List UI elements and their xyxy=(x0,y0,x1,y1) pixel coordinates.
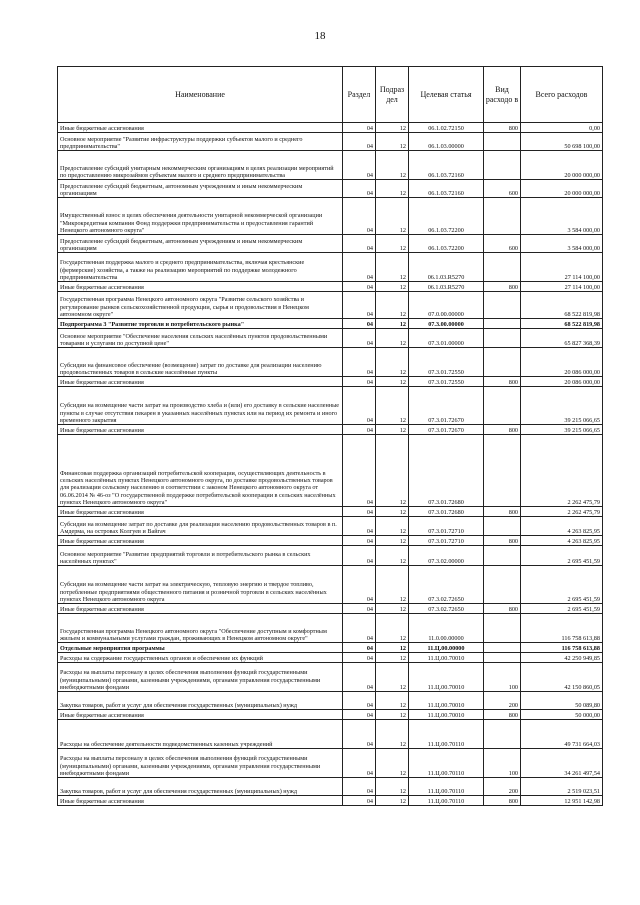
column-header-section: Раздел xyxy=(343,67,376,123)
cell-subsection: 12 xyxy=(376,292,409,319)
cell-subsection: 12 xyxy=(376,123,409,133)
cell-section: 04 xyxy=(343,377,376,387)
table-row xyxy=(58,377,603,387)
cell-name: Государственная программа Ненецкого автономного округа "Обеспечение доступным и комфортным жильем и коммунальными услугами граждан, проживающих в Ненецком автономном округе" xyxy=(58,614,343,643)
table-row xyxy=(58,604,603,614)
cell-total: 2 695 451,59 xyxy=(521,604,603,614)
table-row xyxy=(58,292,603,319)
cell-subsection: 12 xyxy=(376,778,409,796)
cell-subsection: 12 xyxy=(376,151,409,180)
cell-target-code: 11.Ц.00.70110 xyxy=(409,778,484,796)
table-row xyxy=(58,235,603,253)
table-row xyxy=(58,720,603,749)
cell-subsection: 12 xyxy=(376,614,409,643)
cell-subsection: 12 xyxy=(376,329,409,348)
cell-expense-type xyxy=(484,198,521,235)
cell-target-code: 11.Ц.00.70110 xyxy=(409,749,484,778)
cell-total: 20 000 000,00 xyxy=(521,151,603,180)
cell-target-code: 06.1.03.R5270 xyxy=(409,253,484,282)
cell-section: 04 xyxy=(343,778,376,796)
column-header-total: Всего расходов xyxy=(521,67,603,123)
cell-name: Иные бюджетные ассигнования xyxy=(58,282,343,292)
cell-target-code: 07.3.01.72710 xyxy=(409,536,484,546)
cell-target-code: 07.3.00.00000 xyxy=(409,319,484,329)
cell-subsection: 12 xyxy=(376,710,409,720)
table-row xyxy=(58,123,603,133)
cell-expense-type: 100 xyxy=(484,663,521,692)
cell-name: Закупка товаров, работ и услуг для обеспечения государственных (муниципальных) нужд xyxy=(58,778,343,796)
cell-section: 04 xyxy=(343,749,376,778)
cell-section: 04 xyxy=(343,604,376,614)
cell-section: 04 xyxy=(343,653,376,663)
cell-expense-type: 200 xyxy=(484,692,521,710)
cell-name: Предоставление субсидий унитарным некоммерческим организациям в целях реализации мероприятий по предоставлению микрозаймов субъектам малого и среднего предпринимательства xyxy=(58,151,343,180)
cell-section: 04 xyxy=(343,387,376,425)
cell-total: 65 827 368,39 xyxy=(521,329,603,348)
cell-target-code: 11.Ц.00.70010 xyxy=(409,663,484,692)
cell-expense-type xyxy=(484,253,521,282)
table-row xyxy=(58,329,603,348)
cell-subsection: 12 xyxy=(376,253,409,282)
cell-target-code: 06.1.03.72200 xyxy=(409,235,484,253)
cell-expense-type: 800 xyxy=(484,282,521,292)
cell-name: Субсидии на возмещение части затрат на производство хлеба и (или) его доставку в сельские населенные пункты в случае отсутствия пекарен в указанных населённых пунктах или на период их ремонта и иного временного закрытия xyxy=(58,387,343,425)
cell-subsection: 12 xyxy=(376,566,409,604)
cell-total: 27 114 100,00 xyxy=(521,282,603,292)
cell-section: 04 xyxy=(343,692,376,710)
cell-target-code: 11.Ц.00.70010 xyxy=(409,710,484,720)
cell-expense-type: 800 xyxy=(484,123,521,133)
cell-expense-type xyxy=(484,348,521,377)
cell-expense-type xyxy=(484,133,521,151)
cell-name: Иные бюджетные ассигнования xyxy=(58,507,343,517)
cell-subsection: 12 xyxy=(376,435,409,507)
cell-target-code: 07.3.01.72710 xyxy=(409,517,484,536)
cell-target-code: 06.1.03.R5270 xyxy=(409,282,484,292)
cell-subsection: 12 xyxy=(376,749,409,778)
cell-name: Предоставление субсидий бюджетным, автономным учреждениям и иным некоммерческим организациям xyxy=(58,180,343,198)
cell-total: 116 758 613,88 xyxy=(521,614,603,643)
cell-target-code: 07.3.01.72680 xyxy=(409,507,484,517)
cell-expense-type: 600 xyxy=(484,235,521,253)
cell-expense-type xyxy=(484,546,521,566)
cell-total: 3 584 000,00 xyxy=(521,198,603,235)
cell-expense-type xyxy=(484,151,521,180)
cell-expense-type: 800 xyxy=(484,604,521,614)
cell-expense-type: 800 xyxy=(484,796,521,806)
cell-target-code: 07.3.02.72650 xyxy=(409,604,484,614)
table-row xyxy=(58,180,603,198)
cell-section: 04 xyxy=(343,123,376,133)
cell-target-code: 07.3.01.72680 xyxy=(409,435,484,507)
cell-section: 04 xyxy=(343,198,376,235)
cell-section: 04 xyxy=(343,517,376,536)
cell-name: Расходы на выплаты персоналу в целях обеспечения выполнения функций государственными (муниципальными) органами, казенными учреждениями, органами управления государственными внебюджетными фондами xyxy=(58,663,343,692)
cell-target-code: 11.Ц.00.70110 xyxy=(409,720,484,749)
cell-expense-type xyxy=(484,643,521,653)
cell-section: 04 xyxy=(343,720,376,749)
table-body xyxy=(58,123,603,806)
cell-target-code: 11.Ц.00.70110 xyxy=(409,796,484,806)
cell-subsection: 12 xyxy=(376,377,409,387)
column-header-target: Целевая статья xyxy=(409,67,484,123)
cell-name: Предоставление субсидий бюджетным, автономным учреждениям и иным некоммерческим организациям xyxy=(58,235,343,253)
cell-target-code: 07.3.01.72670 xyxy=(409,425,484,435)
cell-expense-type: 800 xyxy=(484,710,521,720)
cell-total: 49 731 664,03 xyxy=(521,720,603,749)
cell-expense-type xyxy=(484,329,521,348)
table-row xyxy=(58,778,603,796)
cell-total: 50 698 100,00 xyxy=(521,133,603,151)
cell-expense-type: 800 xyxy=(484,425,521,435)
cell-subsection: 12 xyxy=(376,604,409,614)
page-number: 18 xyxy=(314,30,326,42)
cell-name: Субсидии на финансовое обеспечение (возмещение) затрат по доставке для реализации населению продовольственных товаров в сельские населённые пункты xyxy=(58,348,343,377)
cell-name: Финансовая поддержка организаций потребительской кооперации, осуществляющих деятельность в сельских населённых пунктах Ненецкого автономного округа, по доставке продовольственных товаров для реализации сельскому населению в соответствии с законом Ненецкого автономного округа от 06.06.2014 № 46-оз "О государственной поддержке потребительской кооперации в сельских населённых пунктах Ненецкого автономного округа" xyxy=(58,435,343,507)
cell-total: 116 758 613,88 xyxy=(521,643,603,653)
cell-name: Расходы на выплаты персоналу в целях обеспечения выполнения функций государственными (муниципальными) органами, казенными учреждениями, органами управления государственными внебюджетными фондами xyxy=(58,749,343,778)
cell-name: Иные бюджетные ассигнования xyxy=(58,123,343,133)
cell-name: Субсидии на возмещение части затрат на электрическую, тепловую энергию и твердое топливо, потребленные предприятиями общественного питания и розничной торговли в сельских населённых пунктах Ненецкого автономного округа xyxy=(58,566,343,604)
cell-section: 04 xyxy=(343,614,376,643)
cell-total: 20 086 000,00 xyxy=(521,377,603,387)
cell-target-code: 07.3.01.72670 xyxy=(409,387,484,425)
table-row xyxy=(58,566,603,604)
cell-target-code: 07.3.02.00000 xyxy=(409,546,484,566)
cell-section: 04 xyxy=(343,348,376,377)
table-row xyxy=(58,151,603,180)
cell-name: Иные бюджетные ассигнования xyxy=(58,377,343,387)
table-row xyxy=(58,517,603,536)
table-row xyxy=(58,546,603,566)
budget-table xyxy=(57,66,603,806)
cell-total: 2 695 451,59 xyxy=(521,546,603,566)
cell-total: 50 000,00 xyxy=(521,710,603,720)
cell-section: 04 xyxy=(343,710,376,720)
cell-expense-type xyxy=(484,517,521,536)
cell-section: 04 xyxy=(343,282,376,292)
cell-subsection: 12 xyxy=(376,507,409,517)
cell-target-code: 11.Ц.00.00000 xyxy=(409,643,484,653)
cell-section: 04 xyxy=(343,329,376,348)
cell-target-code: 06.1.03.72200 xyxy=(409,198,484,235)
cell-total: 3 584 000,00 xyxy=(521,235,603,253)
cell-subsection: 12 xyxy=(376,425,409,435)
cell-total: 2 262 475,79 xyxy=(521,507,603,517)
cell-name: Государственная программа Ненецкого автономного округа "Развитие сельского хозяйства и регулирование рынков сельскохозяйственной продукции, сырья и продовольствия в Ненецком автономном округе" xyxy=(58,292,343,319)
cell-expense-type xyxy=(484,387,521,425)
cell-target-code: 11.Ц.00.70010 xyxy=(409,692,484,710)
cell-total: 50 089,80 xyxy=(521,692,603,710)
cell-total: 42 150 860,05 xyxy=(521,663,603,692)
cell-target-code: 06.1.03.72160 xyxy=(409,180,484,198)
cell-name: Государственная поддержка малого и среднего предпринимательства, включая крестьянские (фермерские) хозяйства, а также на реализацию мероприятий по поддержке молодежного предпринимательства xyxy=(58,253,343,282)
table-row xyxy=(58,387,603,425)
table-row xyxy=(58,614,603,643)
cell-section: 04 xyxy=(343,435,376,507)
cell-name: Закупка товаров, работ и услуг для обеспечения государственных (муниципальных) нужд xyxy=(58,692,343,710)
cell-expense-type: 200 xyxy=(484,778,521,796)
table-row xyxy=(58,425,603,435)
cell-name: Отдельные мероприятия программы xyxy=(58,643,343,653)
cell-section: 04 xyxy=(343,536,376,546)
cell-subsection: 12 xyxy=(376,387,409,425)
cell-subsection: 12 xyxy=(376,663,409,692)
cell-subsection: 12 xyxy=(376,348,409,377)
cell-name: Расходы на обеспечение деятельности подведомственных казенных учреждений xyxy=(58,720,343,749)
cell-expense-type xyxy=(484,435,521,507)
cell-expense-type xyxy=(484,292,521,319)
cell-expense-type: 800 xyxy=(484,377,521,387)
cell-subsection: 12 xyxy=(376,517,409,536)
table-row xyxy=(58,282,603,292)
cell-name: Иные бюджетные ассигнования xyxy=(58,710,343,720)
cell-subsection: 12 xyxy=(376,653,409,663)
column-header-name: Наименование xyxy=(58,67,343,123)
table-row xyxy=(58,653,603,663)
cell-target-code: 07.3.01.00000 xyxy=(409,329,484,348)
cell-total: 27 114 100,00 xyxy=(521,253,603,282)
cell-expense-type: 100 xyxy=(484,749,521,778)
cell-subsection: 12 xyxy=(376,536,409,546)
cell-subsection: 12 xyxy=(376,796,409,806)
cell-section: 04 xyxy=(343,796,376,806)
cell-section: 04 xyxy=(343,235,376,253)
cell-total: 12 951 142,98 xyxy=(521,796,603,806)
cell-section: 04 xyxy=(343,546,376,566)
cell-total: 2 262 475,79 xyxy=(521,435,603,507)
table-row xyxy=(58,348,603,377)
cell-target-code: 07.0.00.00000 xyxy=(409,292,484,319)
cell-target-code: 07.3.01.72550 xyxy=(409,377,484,387)
cell-total: 68 522 819,98 xyxy=(521,292,603,319)
cell-subsection: 12 xyxy=(376,319,409,329)
cell-subsection: 12 xyxy=(376,235,409,253)
cell-total: 20 000 000,00 xyxy=(521,180,603,198)
column-header-type: Вид расходо в xyxy=(484,67,521,123)
cell-name: Основное мероприятие "Обеспечение населения сельских населённых пунктов продовольственными товарами и услугами по доступной цене" xyxy=(58,329,343,348)
cell-total: 4 263 825,95 xyxy=(521,536,603,546)
table-row xyxy=(58,536,603,546)
cell-name: Расходы на содержание государственных органов и обеспечение их функций xyxy=(58,653,343,663)
cell-subsection: 12 xyxy=(376,643,409,653)
cell-name: Подпрограмма 3 "Развитие торговли и потребительского рынка" xyxy=(58,319,343,329)
cell-subsection: 12 xyxy=(376,133,409,151)
cell-total: 42 250 949,85 xyxy=(521,653,603,663)
cell-expense-type xyxy=(484,653,521,663)
cell-name: Субсидии на возмещение затрат по доставке для реализации населению продовольственных товаров в п. Амдерма, на островах Колгуев и Вайгач xyxy=(58,517,343,536)
cell-expense-type xyxy=(484,614,521,643)
cell-subsection: 12 xyxy=(376,282,409,292)
cell-total: 20 086 000,00 xyxy=(521,348,603,377)
cell-subsection: 12 xyxy=(376,180,409,198)
cell-target-code: 06.1.03.00000 xyxy=(409,133,484,151)
cell-section: 04 xyxy=(343,425,376,435)
table-row xyxy=(58,663,603,692)
cell-subsection: 12 xyxy=(376,720,409,749)
cell-expense-type: 800 xyxy=(484,536,521,546)
cell-total: 34 261 497,54 xyxy=(521,749,603,778)
cell-name: Основное мероприятие "Развитие инфраструктуры поддержки субъектов малого и среднего предпринимательства" xyxy=(58,133,343,151)
cell-target-code: 06.1.03.72160 xyxy=(409,151,484,180)
table-row xyxy=(58,133,603,151)
cell-section: 04 xyxy=(343,319,376,329)
cell-target-code: 07.3.02.72650 xyxy=(409,566,484,604)
cell-total: 39 215 066,65 xyxy=(521,425,603,435)
cell-target-code: 07.3.01.72550 xyxy=(409,348,484,377)
cell-section: 04 xyxy=(343,253,376,282)
cell-name: Основное мероприятие "Развитие предприятий торговли и потребительского рынка в сельских населённых пунктах" xyxy=(58,546,343,566)
cell-section: 04 xyxy=(343,180,376,198)
cell-section: 04 xyxy=(343,507,376,517)
cell-name: Иные бюджетные ассигнования xyxy=(58,604,343,614)
cell-name: Иные бюджетные ассигнования xyxy=(58,425,343,435)
table-row xyxy=(58,643,603,653)
table-row xyxy=(58,435,603,507)
cell-total: 2 695 451,59 xyxy=(521,566,603,604)
cell-total: 4 263 825,95 xyxy=(521,517,603,536)
cell-target-code: 11.Ц.00.70010 xyxy=(409,653,484,663)
table-row xyxy=(58,507,603,517)
cell-target-code: 11.0.00.00000 xyxy=(409,614,484,643)
cell-name: Имущественный взнос в целях обеспечения деятельности унитарной некоммерческой организации "Микрокредитная компания Фонд поддержки предпринимательства и предоставления гарантий Ненецкого автономного округа" xyxy=(58,198,343,235)
table-row xyxy=(58,253,603,282)
cell-name: Иные бюджетные ассигнования xyxy=(58,536,343,546)
table-row xyxy=(58,796,603,806)
cell-total: 0,00 xyxy=(521,123,603,133)
table-row xyxy=(58,198,603,235)
cell-target-code: 06.1.02.72150 xyxy=(409,123,484,133)
table-header-row xyxy=(58,67,603,123)
table-row xyxy=(58,319,603,329)
cell-total: 68 522 819,98 xyxy=(521,319,603,329)
cell-subsection: 12 xyxy=(376,692,409,710)
cell-total: 2 519 023,51 xyxy=(521,778,603,796)
cell-section: 04 xyxy=(343,566,376,604)
cell-section: 04 xyxy=(343,292,376,319)
cell-section: 04 xyxy=(343,663,376,692)
cell-expense-type xyxy=(484,720,521,749)
cell-section: 04 xyxy=(343,643,376,653)
table-row xyxy=(58,710,603,720)
column-header-subsection: Подраз дел xyxy=(376,67,409,123)
table-row xyxy=(58,749,603,778)
cell-subsection: 12 xyxy=(376,546,409,566)
cell-subsection: 12 xyxy=(376,198,409,235)
cell-expense-type xyxy=(484,319,521,329)
table-row xyxy=(58,692,603,710)
cell-name: Иные бюджетные ассигнования xyxy=(58,796,343,806)
cell-expense-type xyxy=(484,566,521,604)
cell-expense-type: 600 xyxy=(484,180,521,198)
cell-section: 04 xyxy=(343,151,376,180)
cell-total: 39 215 066,65 xyxy=(521,387,603,425)
cell-section: 04 xyxy=(343,133,376,151)
cell-expense-type: 800 xyxy=(484,507,521,517)
